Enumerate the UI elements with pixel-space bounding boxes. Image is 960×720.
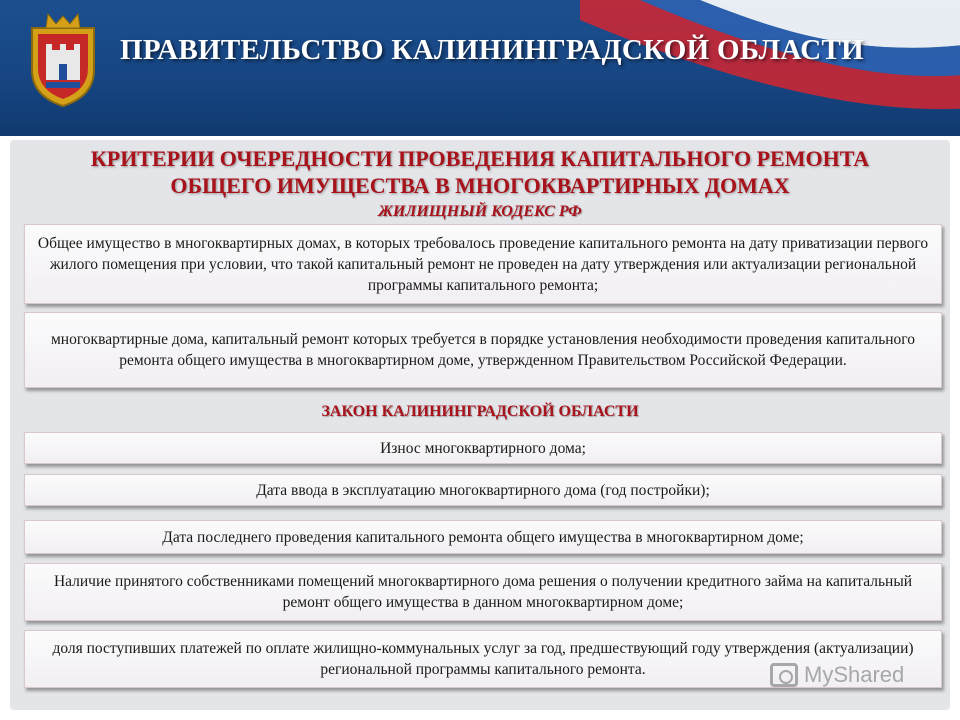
criterion-box [24, 224, 942, 304]
criterion-text: Дата последнего проведения капитального ремонта общего имущества в многоквартирном доме; [162, 528, 804, 546]
criterion-text: доля поступивших платежей по оплате жилищно-коммунальных услуг за год, предшествующий году утверждения (актуализации) региональной программы капитального ремонта. [52, 640, 914, 678]
criterion-box [24, 312, 942, 388]
header-banner [0, 0, 960, 136]
criterion-text: Наличие принятого собственниками помещений многоквартирного дома решения о получении кредитного займа на капитальный ремонт общего имущества в данном многоквартирном доме; [53, 573, 913, 611]
regional-law-heading: ЗАКОН КАЛИНИНГРАДСКОЙ ОБЛАСТИ [321, 403, 639, 420]
criterion-text: Общее имущество в многоквартирных домах, в которых требовалось проведение капитального ремонта на дату приватизации первого жилого помещения при условии, что такой капитальный ремонт не проведен на дату утверждения или актуализации региональной программы капитального ремонта; [37, 234, 929, 294]
slide-title-line-2: ОБЩЕГО ИМУЩЕСТВА В МНОГОКВАРТИРНЫХ ДОМАХ [170, 173, 790, 198]
slide-title [10, 145, 950, 199]
criterion-box [24, 474, 942, 506]
slide-title-line-1: КРИТЕРИИ ОЧЕРЕДНОСТИ ПРОВЕДЕНИЯ КАПИТАЛЬНОГО РЕМОНТА [90, 146, 870, 171]
criterion-box [24, 520, 942, 554]
criterion-text: Износ многоквартирного дома; [380, 439, 586, 457]
criterion-box [24, 563, 942, 621]
housing-code-heading: ЖИЛИЩНЫЙ КОДЕКС РФ [378, 203, 582, 220]
watermark [770, 660, 904, 690]
flag-sweep [580, 0, 960, 136]
criterion-box [24, 432, 942, 464]
coat-of-arms-icon [22, 10, 104, 110]
header-title: ПРАВИТЕЛЬСТВО КАЛИНИНГРАДСКОЙ ОБЛАСТИ [120, 34, 865, 66]
watermark-text: MyShared [804, 662, 905, 687]
presentation-icon [770, 663, 798, 687]
criterion-text: Дата ввода в эксплуатацию многоквартирного дома (год постройки); [256, 481, 710, 499]
criterion-text: многоквартирные дома, капитальный ремонт которых требуется в порядке установления необходимости проведения капитального ремонта общего имущества в многоквартирном доме, утвержденном Правительством Российской Федерации. [50, 331, 916, 369]
